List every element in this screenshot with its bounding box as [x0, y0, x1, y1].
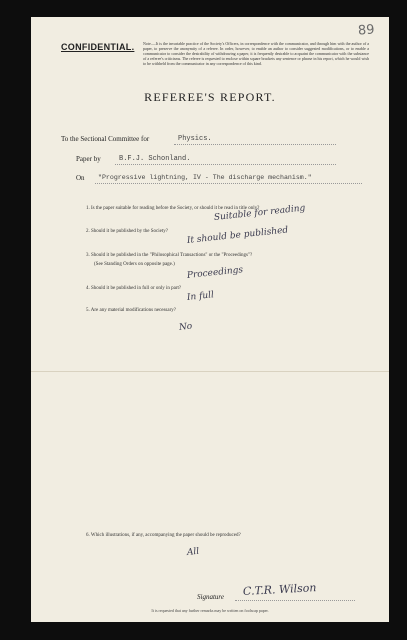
answer-6: All — [186, 546, 200, 558]
committee-rule — [174, 144, 336, 145]
answer-1: Suitable for reading — [213, 203, 306, 223]
report-sheet — [31, 17, 389, 622]
question-3-note: (See Standing Orders on opposite page.) — [94, 262, 175, 267]
page-number: 89 — [357, 22, 376, 39]
answer-2: It should be published — [186, 225, 289, 246]
paper-title: "Progressive lightning, IV - The discharge mechanism." — [98, 174, 312, 181]
fold-line — [31, 371, 389, 372]
paper-author: B.F.J. Schonland. — [119, 155, 191, 163]
footer-note: It is requested that any further remarks may be written on foolscap paper. — [151, 608, 269, 613]
signature-label: Signature — [197, 593, 224, 601]
on-label: On — [76, 174, 85, 182]
question-3: 3. Should it be published in the "Philosophical Transactions" or the "Proceedings"? — [86, 253, 253, 258]
question-6: 6. Which illustrations, if any, accompanying the paper should be reproduced? — [86, 533, 241, 538]
answer-5: No — [178, 321, 193, 333]
confidentiality-note: Note.—It is the invariable practice of the Society's Officers, in correspondence with the communicator, and through him with the author of a paper, to preserve the anonymity of a referee. In order, however, to enable an author to consider suggested modifications, or to enable a communicator to consider the desirability of withdrawing a paper, it is frequently desirable to acquaint the communicator with the substance of a referee's criticisms. The referee is requested to enclose within square brackets any sentence or phrase in his report, which he would wish to be withheld from the communicator in any correspondence of this kind. — [143, 41, 369, 66]
paper-rule — [115, 164, 336, 165]
committee-value: Physics. — [178, 135, 212, 143]
question-2: 2. Should it be published by the Society? — [86, 229, 168, 234]
question-1: 1. Is the paper suitable for reading before the Society, or should it be read in title only? — [86, 206, 260, 211]
confidential-label: CONFIDENTIAL. — [61, 42, 135, 52]
committee-label: To the Sectional Committee for — [61, 135, 150, 143]
paper-label: Paper by — [76, 155, 101, 163]
answer-4: In full — [186, 290, 215, 303]
signature: C.T.R. Wilson — [242, 581, 317, 598]
question-4: 4. Should it be published in full or only in part? — [86, 286, 182, 291]
signature-rule — [235, 600, 355, 601]
on-rule — [95, 183, 362, 184]
report-title: REFEREE'S REPORT. — [144, 90, 276, 104]
question-5: 5. Are any material modifications necessary? — [86, 308, 176, 313]
answer-3: Proceedings — [186, 265, 244, 281]
